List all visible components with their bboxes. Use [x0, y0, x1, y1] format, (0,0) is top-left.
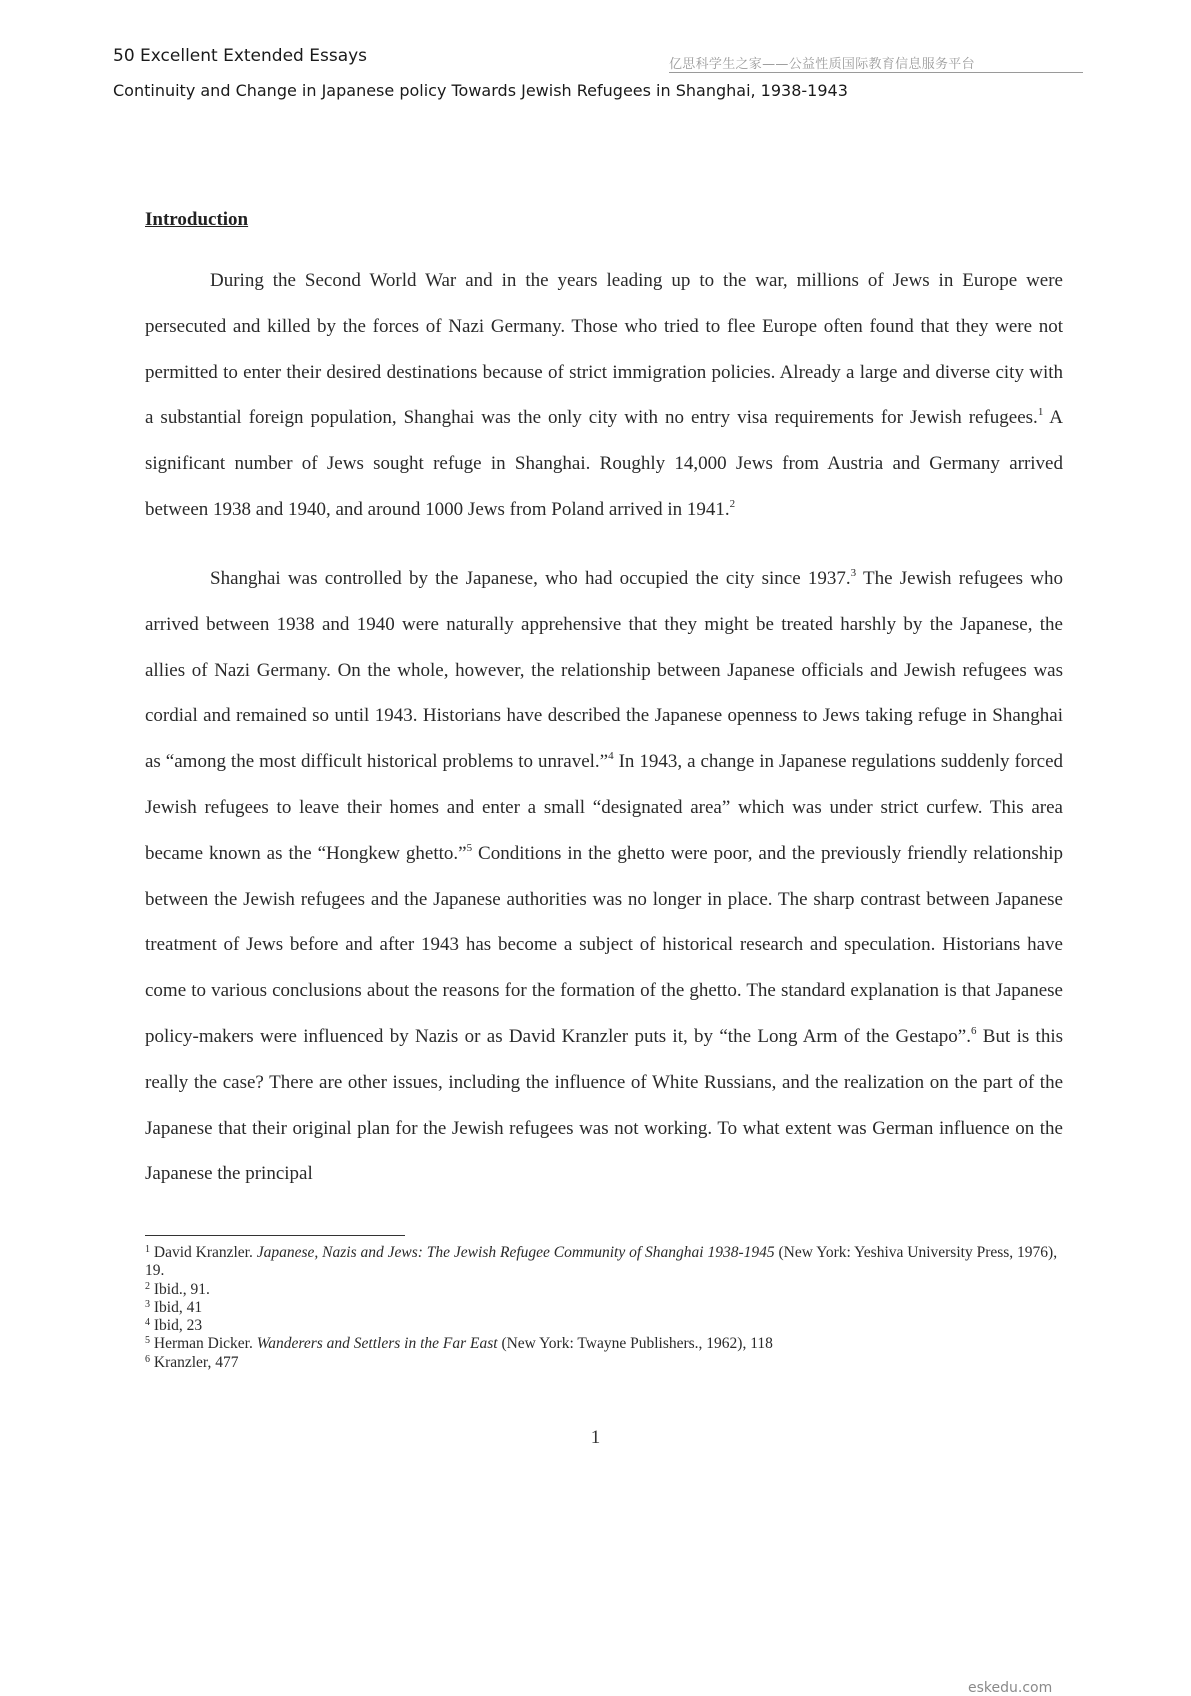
footnote-ref-1: 1	[1037, 406, 1044, 419]
footnote-author: David Kranzler.	[153, 1244, 257, 1261]
site-banner: 亿思科学生之家——公益性质国际教育信息服务平台	[669, 57, 975, 72]
footnotes	[145, 1244, 1063, 1372]
page-number: 1	[590, 1427, 601, 1448]
footnote-ref-6: 6	[970, 1024, 977, 1037]
footnote-ref-5: 5	[466, 841, 473, 854]
footnote-number: 4	[145, 1317, 150, 1329]
footnote-ref-3: 3	[850, 567, 857, 579]
footnote-number: 5	[145, 1335, 150, 1347]
paragraph-2-text-d: Conditions in the ghetto were poor, and the previously friendly relationship between the Jewish refugees and the Japanese authorities was no longer in place. The sharp contrast between Japanese treatment of Jews before and after 1943 has become a subject of historical research and speculation. Historians have come to various conclusions about the reasons for the formation of the ghetto. The standard explanation is that Japanese policy-makers were influenced by Nazis or as David Kranzler puts it, by “the Long Arm of the Gestapo”.	[145, 842, 1063, 1047]
footnote-ref-4: 4	[608, 750, 614, 763]
footnote-number: 3	[145, 1298, 150, 1310]
footnote-4	[145, 1317, 1063, 1335]
essay-title: Continuity and Change in Japanese policy Towards Jewish Refugees in Shanghai, 1938-1943	[113, 81, 848, 100]
footnote-5	[145, 1335, 1063, 1353]
footnote-source-title: Japanese, Nazis and Jews: The Jewish Refugee Community of Shanghai 1938-1945	[256, 1244, 775, 1261]
footnote-number: 1	[145, 1244, 150, 1255]
footnote-source-title: Wanderers and Settlers in the Far East	[256, 1335, 498, 1353]
footnote-6	[145, 1354, 1063, 1372]
footnote-text: Kranzler, 477	[153, 1353, 239, 1371]
paragraph-2-text-b: The Jewish refugees who arrived between 1938 and 1940 were naturally apprehensive that they might be treated harshly by the Japanese, the allies of Nazi Germany. On the whole, however, the relationship between Japanese officials and Jewish refugees was cordial and remained so until 1943. Historians have described the Japanese openness to Jews taking refuge in Shanghai as “among the most difficult historical problems to unravel.”	[145, 568, 1063, 773]
paragraph-2-text-e: But is this really the case? There are other issues, including the influence of White Russians, and the realization on the part of the Japanese that their original plan for the Jewish refugees was not working. To what extent was German influence on the Japanese the principal	[145, 1025, 1064, 1185]
footnote-3	[145, 1299, 1063, 1317]
paragraph-1	[145, 258, 1063, 533]
paragraph-2	[145, 556, 1063, 1197]
paragraph-2-text-a: Shanghai was controlled by the Japanese, who had occupied the city since 1937.	[210, 568, 851, 589]
footnote-1	[145, 1244, 1063, 1281]
footnote-text: Ibid, 41	[153, 1298, 203, 1316]
section-heading: Introduction	[145, 209, 249, 230]
footnote-publication: (New York: Yeshiva University Press, 1976), 19.	[145, 1244, 1058, 1280]
footnote-publication: (New York: Twayne Publishers., 1962), 118	[497, 1335, 773, 1353]
footnote-text: Ibid., 91.	[153, 1280, 210, 1298]
paragraph-2-text-c: In 1943, a change in Japanese regulations suddenly forced Jewish refugees to leave their homes and enter a small “designated area” which was under strict curfew. This area became known as the “Hongkew ghetto.”	[145, 751, 1063, 864]
footnote-2	[145, 1281, 1063, 1299]
footnote-author: Herman Dicker.	[153, 1335, 257, 1353]
footnote-number: 6	[145, 1353, 150, 1365]
footnote-separator	[145, 1235, 405, 1236]
paragraph-1-text-b: A significant number of Jews sought refuge in Shanghai. Roughly 14,000 Jews from Austria and Germany arrived between 1938 and 1940, and around 1000 Jews from Poland arrived in 1941.	[145, 407, 1063, 520]
watermark: eskedu.com	[968, 1680, 1053, 1696]
paragraph-1-text-a: During the Second World War and in the years leading up to the war, millions of Jews in Europe were persecuted and killed by the forces of Nazi Germany. Those who tried to flee Europe often found that they were not permitted to enter their desired destinations because of strict immigration policies. Already a large and diverse city with a substantial foreign population, Shanghai was the only city with no entry visa requirements for Jewish refugees.	[145, 270, 1063, 429]
footnote-number: 2	[145, 1280, 150, 1292]
footnote-ref-2: 2	[729, 497, 736, 510]
footnote-text: Ibid, 23	[153, 1317, 203, 1335]
book-title: 50 Excellent Extended Essays	[113, 46, 368, 66]
header-rule	[669, 72, 1083, 73]
